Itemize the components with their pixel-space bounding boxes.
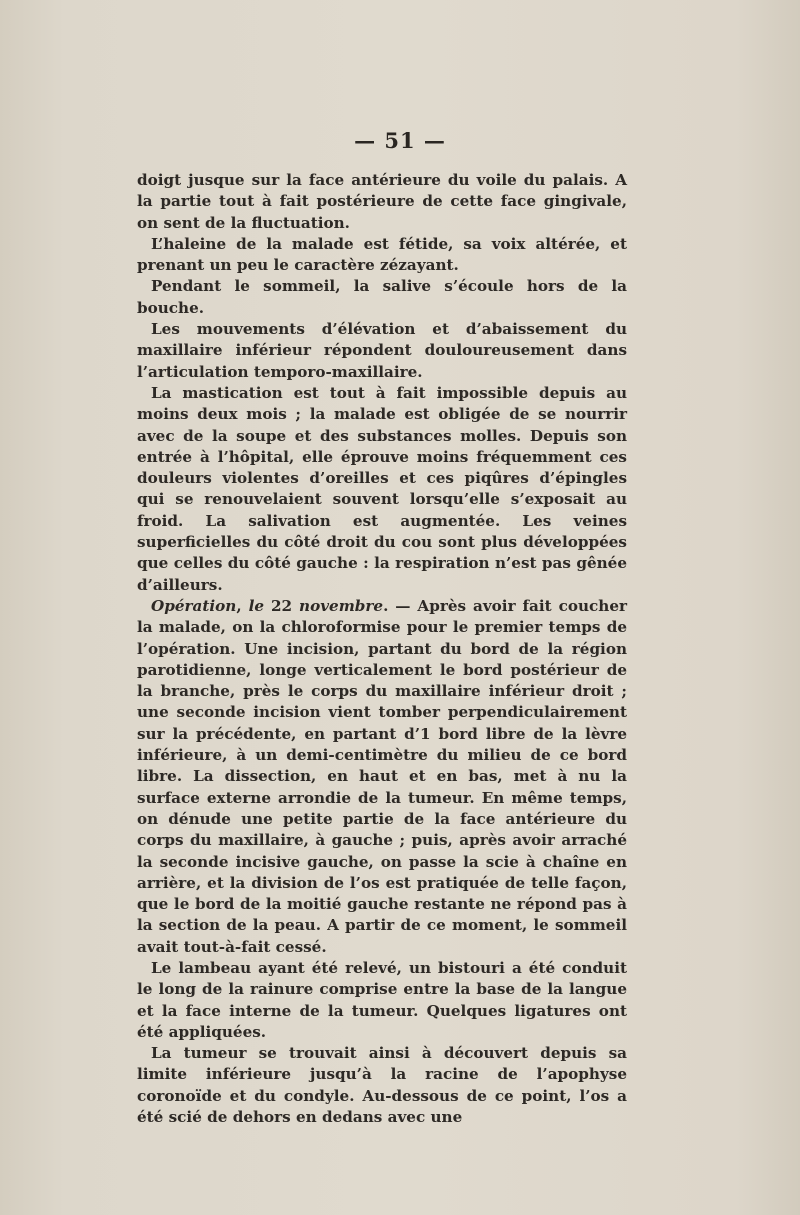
paragraph-text: . — Après avoir fait coucher la malade, on la chloroformise pour le premier temps de l’opération. Une incision, partant du bord de la région parotidienne, longe verticalement le bord postérieur de la branche, près le corps du maxillaire inférieur droit ; une seconde incision vient tomber perpendiculairement sur la précédente, en partant d’1 bord libre de la lèvre inférieure, à un demi-centimètre du milieu de ce bord libre. La dissection, en haut et en bas, met à nu la surface externe arrondie de la tumeur. En même temps, on dénude une petite partie de la face antérieure du corps du maxillaire, à gauche ; puis, après avoir arraché la seconde incisive gauche, on passe la scie à chaîne en arrière, et la division de l’os est pratiquée de telle façon, que le bord de la moitié gauche restante ne répond pas à la section de la peau. A partir de ce moment, le sommeil avait tout-à-fait cessé. [137, 596, 628, 956]
paragraph-6 [137, 596, 627, 958]
page-number: — 51 — [354, 128, 446, 153]
paragraph-7 [137, 958, 627, 1043]
paragraph-5 [137, 383, 627, 596]
paragraph-3 [137, 276, 627, 319]
paragraph-8 [137, 1043, 627, 1128]
body-text [137, 170, 627, 1128]
paragraph-text: La tumeur se trouvait ainsi à découvert depuis sa limite inférieure jusqu’à la racine de l’apophyse coronoïde et du condyle. Au-dessous de ce point, l’os a été scié de dehors en dedans avec une [137, 1044, 627, 1127]
paragraph-text: doigt jusque sur la face antérieure du voile du palais. A la partie tout à fait postérieure de cette face gingivale, on sent de la fluctuation. [137, 171, 627, 232]
paragraph-text: Pendant le sommeil, la salive s’écoule hors de la bouche. [137, 277, 627, 317]
italic-term: novembre [299, 596, 384, 615]
paragraph-text: 22 [264, 596, 300, 615]
italic-term: Opération [151, 596, 237, 615]
paragraph-text: Le lambeau ayant été relevé, un bistouri a été conduit le long de la rainure comprise entre la base de la langue et la face interne de la tumeur. Quelques ligatures ont été appliquées. [137, 958, 627, 1041]
paragraph-text: L’haleine de la malade est fétide, sa voix altérée, et prenant un peu le caractère zézayant. [137, 234, 627, 275]
paragraph-text: La mastication est tout à fait impossible depuis au moins deux mois ; la malade est obligée de se nourrir avec de la soupe et des substances molles. Depuis son entrée à l’hôpital, elle éprouve moins fréquemment ces douleurs violentes d’oreilles et ces piqûres d’épingles qui se renouvelaient souvent lorsqu’elle s’exposait au froid. La salivation est augmentée. Les veines superficielles du côté droit du cou sont plus développées que celles du côté gauche : la respiration n’est pas gênée d’ailleurs. [137, 383, 627, 594]
italic-term: le [248, 596, 264, 615]
paragraph-4 [137, 319, 627, 383]
paragraph-1 [137, 170, 627, 234]
paragraph-2 [137, 234, 627, 277]
paragraph-text: Les mouvements d’élévation et d’abaissement du maxillaire inférieur répondent douloureusement dans l’articulation temporo-maxillaire. [137, 320, 627, 381]
paragraph-text: , [236, 596, 249, 615]
